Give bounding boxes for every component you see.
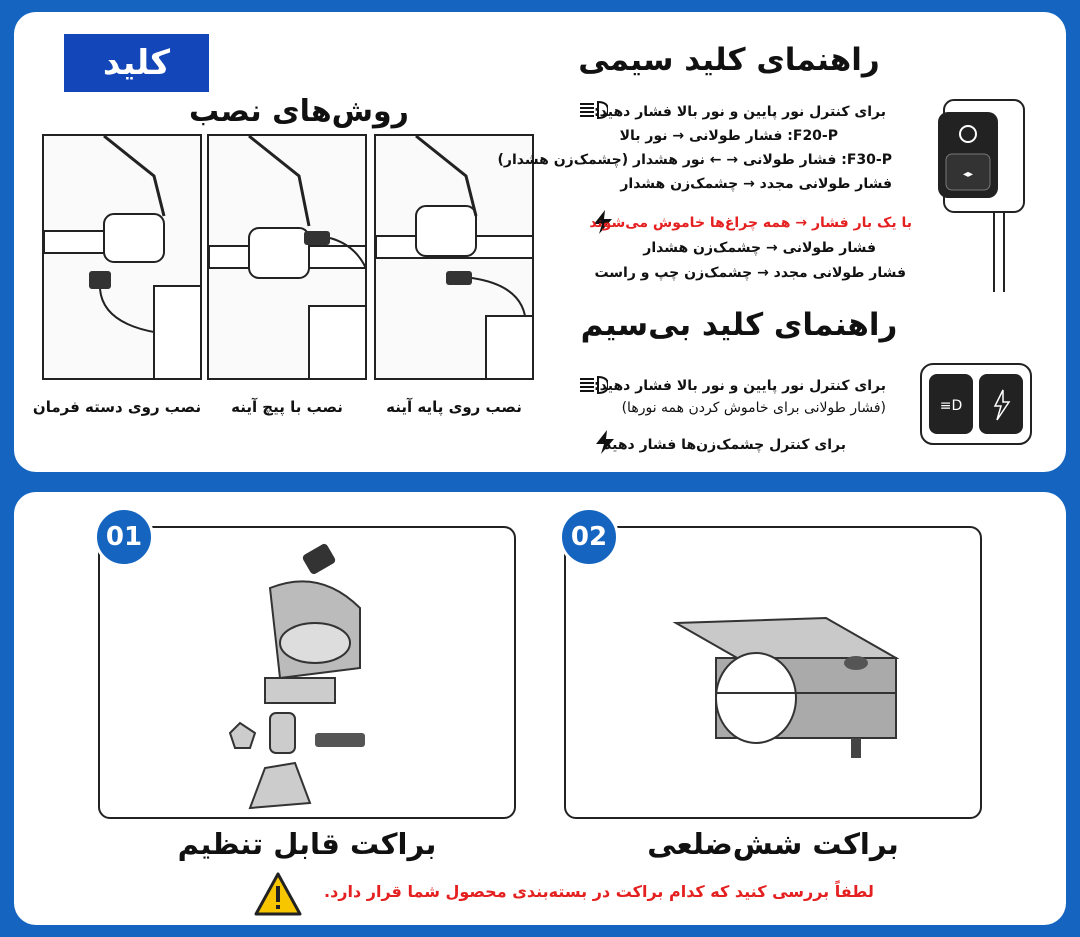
bracket-number-02: 02 xyxy=(559,507,619,567)
bracket-number-01: 01 xyxy=(94,507,154,567)
adjustable-bracket-box xyxy=(98,526,516,819)
switch-badge: کلید xyxy=(64,34,209,92)
install-methods-title: روش‌های نصب xyxy=(189,94,409,129)
svg-text:◂▸: ◂▸ xyxy=(962,169,974,180)
mirror-mount-illustration xyxy=(376,136,534,380)
wired-line-6: فشار طولانی → چشمک‌زن هشدار xyxy=(643,240,876,256)
adjustable-bracket-illustration xyxy=(100,528,516,819)
wired-line-4: فشار طولانی مجدد → چشمک‌زن هشدار xyxy=(620,176,892,192)
wireless-guide-title: راهنمای کلید بی‌سیم xyxy=(580,307,898,343)
wired-guide-title: راهنمای کلید سیمی xyxy=(578,42,880,78)
warning-icon xyxy=(254,872,302,920)
wireless-line-1: برای کنترل نور پایین و نور بالا فشار دهید: xyxy=(594,378,886,394)
install-photo-mirror-mount xyxy=(374,134,534,380)
wireless-switch-image xyxy=(919,362,1034,451)
wired-line-3: F30-P: فشار طولانی → ← نور هشدار (چشمک‌زن هشدار) xyxy=(497,152,892,168)
install-photo-handlebar xyxy=(42,134,202,380)
caption-mirror-mount: نصب روی پایه آینه xyxy=(386,398,522,416)
hex-bracket-illustration xyxy=(566,528,982,819)
mirror-bolt-illustration xyxy=(209,136,367,380)
hex-bracket-box xyxy=(564,526,982,819)
check-bracket-note: لطفاً بررسی کنید که کدام براکت در بسته‌بندی محصول شما قرار دارد. xyxy=(324,882,874,901)
hex-bracket-title: براکت شش‌ضلعی xyxy=(647,827,899,861)
bottom-panel xyxy=(14,492,1066,925)
svg-text:≡D: ≡D xyxy=(939,398,963,414)
caption-handlebar: نصب روی دسته فرمان xyxy=(32,398,202,416)
wired-line-1: برای کنترل نور پایین و نور بالا فشار دهید: xyxy=(594,104,886,120)
adjustable-bracket-title: براکت قابل تنظیم xyxy=(177,827,437,861)
wired-line-7: فشار طولانی مجدد → چشمک‌زن چپ و راست xyxy=(594,265,906,281)
handlebar-illustration xyxy=(44,136,202,380)
wireless-line-3: برای کنترل چشمک‌زن‌ها فشار دهید xyxy=(604,437,846,453)
wired-switch-image xyxy=(934,92,1029,296)
wireless-line-2: (فشار طولانی برای خاموش کردن همه نورها) xyxy=(621,400,886,416)
caption-mirror-bolt: نصب با پیچ آینه xyxy=(231,398,343,416)
top-panel xyxy=(14,12,1066,472)
install-photo-mirror-bolt xyxy=(207,134,367,380)
wired-line-5: با یک بار فشار → همه چراغ‌ها خاموش می‌شوند xyxy=(589,215,912,231)
wired-line-2: F20-P: فشار طولانی → نور بالا xyxy=(619,128,838,144)
